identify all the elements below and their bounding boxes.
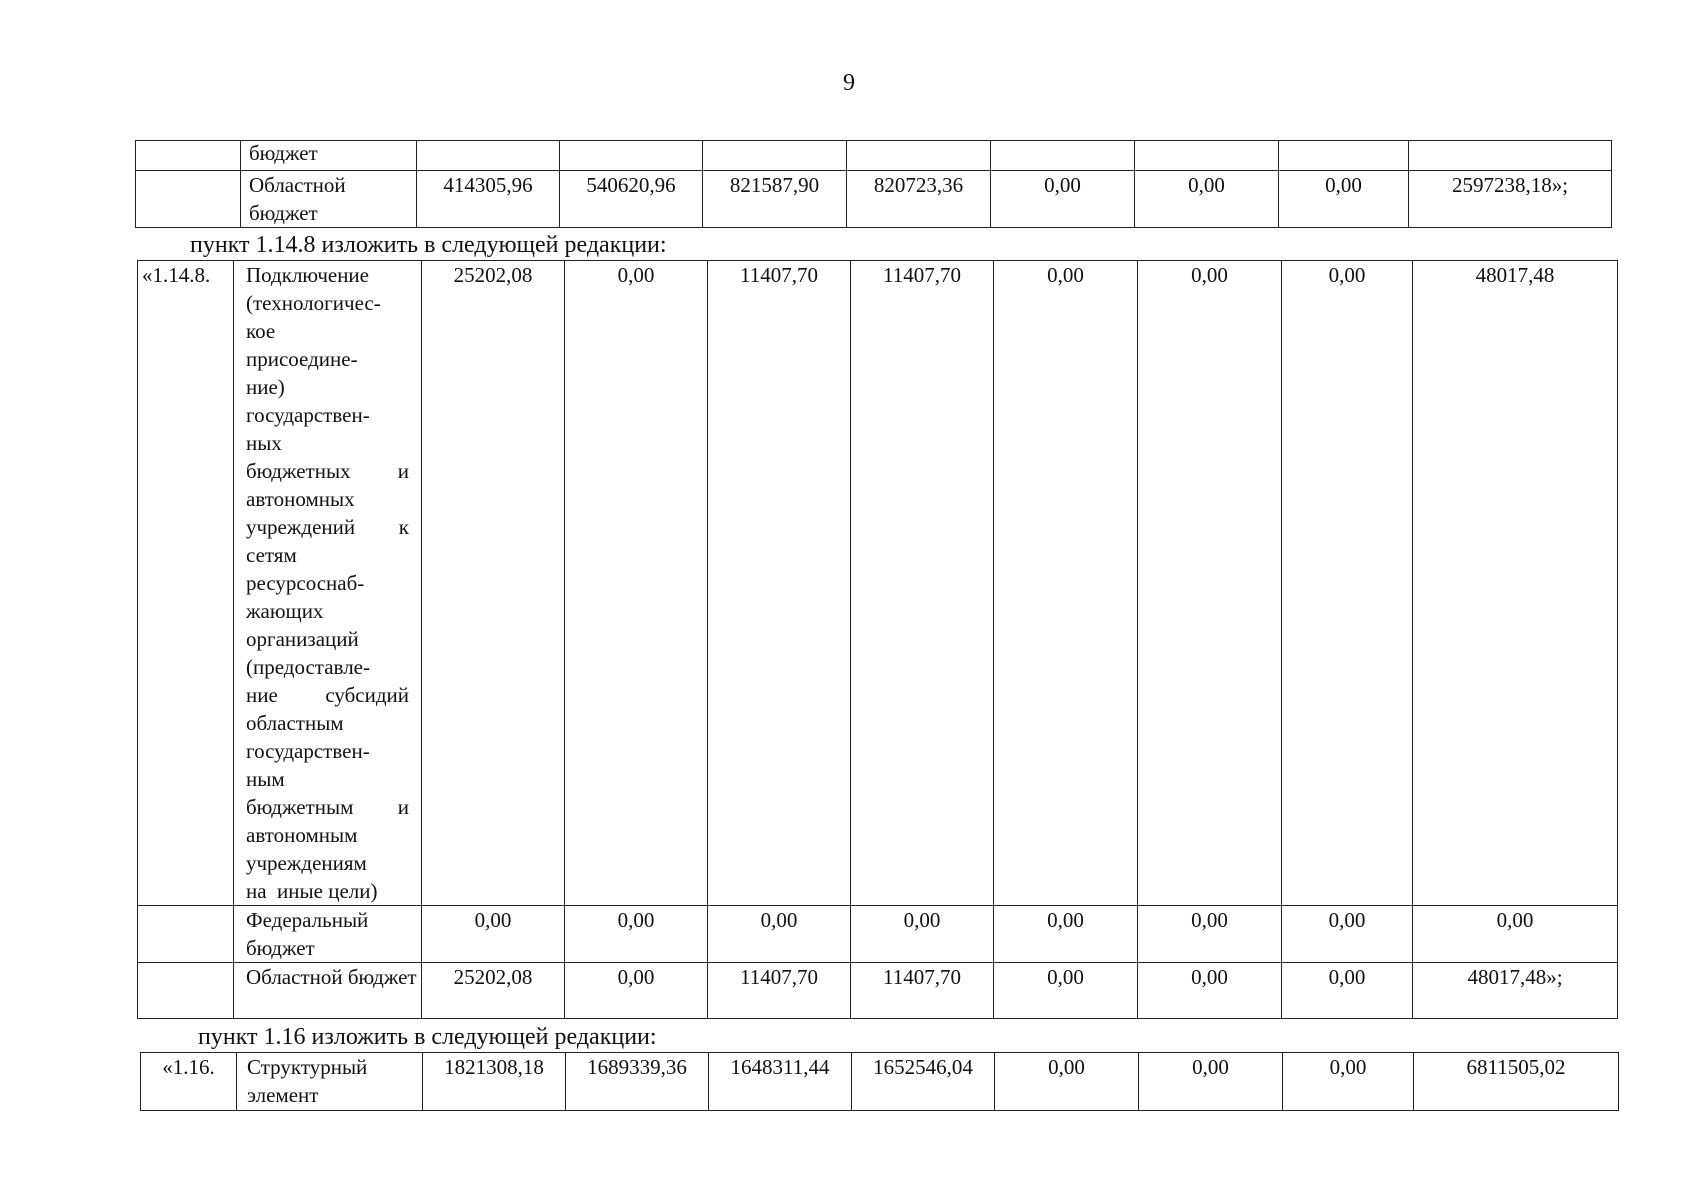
total-cell: 0,00 — [1413, 906, 1618, 963]
value-cell: 25202,08 — [422, 963, 565, 1019]
value-cell: 0,00 — [1139, 1053, 1283, 1111]
value-cell: 0,00 — [994, 261, 1138, 906]
value-cell: 821587,90 — [703, 171, 847, 228]
value-cell: 0,00 — [1138, 261, 1282, 906]
item-code-cell: «1.14.8. — [138, 261, 234, 906]
value-cell: 1689339,36 — [566, 1053, 709, 1111]
value-cell: 0,00 — [1282, 963, 1413, 1019]
total-cell: 48017,48 — [1413, 261, 1618, 906]
page-number: 9 — [843, 70, 855, 96]
value-cell: 820723,36 — [847, 171, 991, 228]
total-cell: 48017,48»; — [1413, 963, 1618, 1019]
budget-table-1-14-8 — [137, 260, 1618, 1019]
value-cell: 0,00 — [1135, 171, 1279, 228]
value-cell — [1279, 141, 1409, 171]
value-cell — [560, 141, 703, 171]
value-cell: 1648311,44 — [709, 1053, 852, 1111]
table-row — [141, 1053, 1619, 1111]
funding-source-cell: Федеральный бюджет — [234, 906, 422, 963]
value-cell: 0,00 — [1138, 906, 1282, 963]
value-cell: 0,00 — [1283, 1053, 1414, 1111]
instruction-text-1-14-8: пункт 1.14.8 изложить в следующей редакции: — [190, 232, 667, 258]
value-cell — [991, 141, 1135, 171]
value-cell — [417, 141, 560, 171]
table-row — [136, 171, 1612, 228]
instruction-text-1-16: пункт 1.16 изложить в следующей редакции: — [198, 1024, 657, 1050]
value-cell: 0,00 — [994, 906, 1138, 963]
value-cell: 540620,96 — [560, 171, 703, 228]
table-row — [138, 906, 1618, 963]
value-cell: 0,00 — [1282, 906, 1413, 963]
table-row — [138, 261, 1618, 906]
value-cell: 0,00 — [708, 906, 851, 963]
funding-source-cell: бюджет — [241, 141, 417, 171]
value-cell: 25202,08 — [422, 261, 565, 906]
value-cell — [703, 141, 847, 171]
item-code-cell — [138, 963, 234, 1019]
item-code-cell — [136, 141, 241, 171]
value-cell: 0,00 — [1279, 171, 1409, 228]
budget-table-1-16 — [140, 1052, 1619, 1111]
item-name-cell: Структурный элемент — [237, 1053, 423, 1111]
value-cell: 0,00 — [851, 906, 994, 963]
value-cell: 0,00 — [1138, 963, 1282, 1019]
total-cell: 2597238,18»; — [1409, 171, 1612, 228]
value-cell: 0,00 — [565, 261, 708, 906]
value-cell: 1652546,04 — [852, 1053, 995, 1111]
table-row — [136, 141, 1612, 171]
value-cell: 1821308,18 — [423, 1053, 566, 1111]
item-code-cell — [138, 906, 234, 963]
item-name-cell: Подключение (технологичес- кое присоедине- ние) государствен- ных бюджетных и автономных учреждений к сетям ресурсоснаб- жающих организаций (предоставле- ние субсидий областным государствен- ным бюджетным и автономным учреждениям на иные цели) — [234, 261, 422, 906]
total-cell: 6811505,02 — [1414, 1053, 1619, 1111]
value-cell: 11407,70 — [708, 963, 851, 1019]
value-cell: 0,00 — [994, 963, 1138, 1019]
value-cell — [847, 141, 991, 171]
funding-source-cell: Областной бюджет — [241, 171, 417, 228]
value-cell — [1135, 141, 1279, 171]
value-cell: 0,00 — [1282, 261, 1413, 906]
value-cell: 11407,70 — [851, 963, 994, 1019]
funding-source-cell: Областной бюджет — [234, 963, 422, 1019]
item-code-cell — [136, 171, 241, 228]
value-cell: 0,00 — [995, 1053, 1139, 1111]
total-cell — [1409, 141, 1612, 171]
value-cell: 0,00 — [422, 906, 565, 963]
value-cell: 0,00 — [565, 906, 708, 963]
table-row — [138, 963, 1618, 1019]
value-cell: 11407,70 — [708, 261, 851, 906]
value-cell: 0,00 — [991, 171, 1135, 228]
value-cell: 0,00 — [565, 963, 708, 1019]
value-cell: 11407,70 — [851, 261, 994, 906]
value-cell: 414305,96 — [417, 171, 560, 228]
item-code-cell: «1.16. — [141, 1053, 237, 1111]
budget-table-continuation — [135, 140, 1612, 228]
